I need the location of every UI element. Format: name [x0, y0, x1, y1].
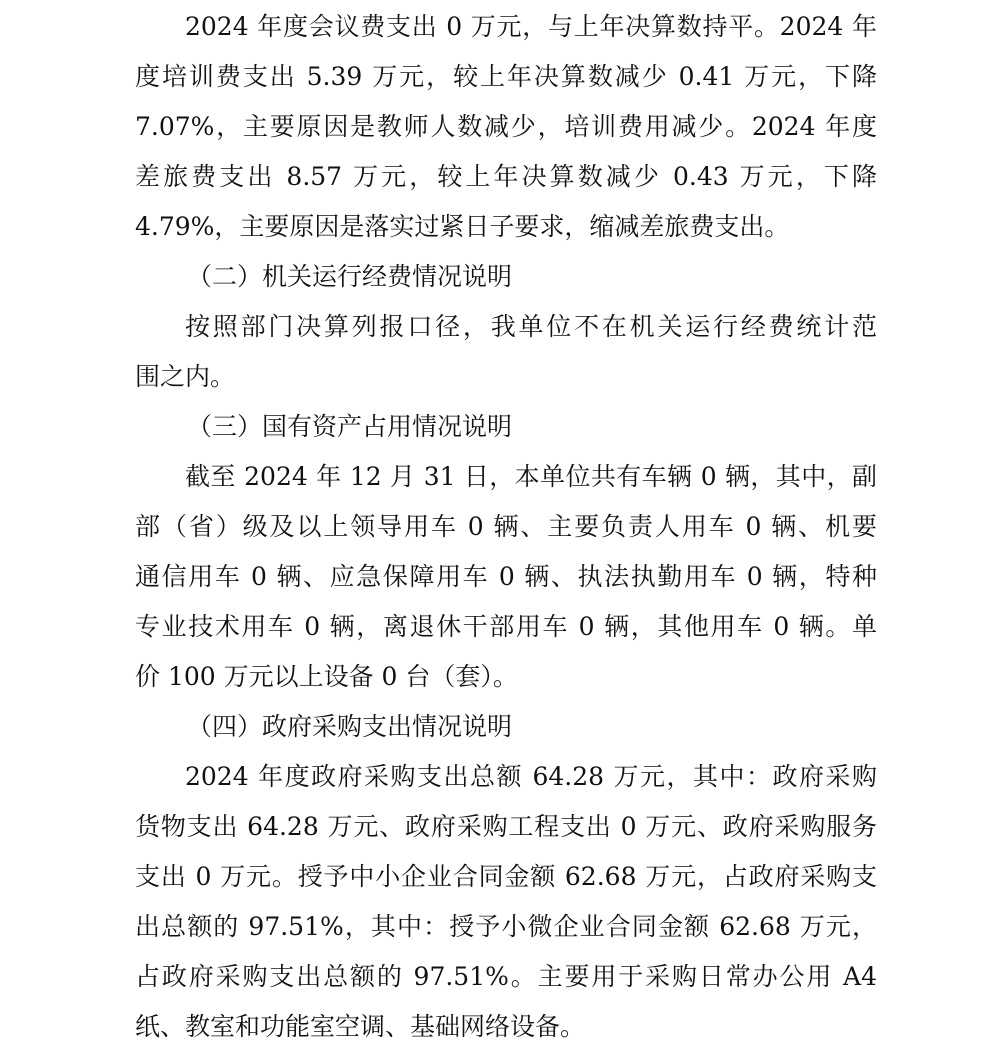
paragraph-line: 围之内。 — [135, 362, 236, 391]
paragraph-line: 出总额的 97.51%，其中：授予小微企业合同金额 62.68 万元， — [135, 912, 877, 941]
paragraph-line: 专业技术用车 0 辆，离退休干部用车 0 辆，其他用车 0 辆。单 — [135, 612, 877, 641]
paragraph-line: 4.79%，主要原因是落实过紧日子要求，缩减差旅费支出。 — [135, 212, 790, 241]
paragraph-line: 度培训费支出 5.39 万元，较上年决算数减少 0.41 万元，下降 — [135, 62, 877, 91]
paragraph-line: 纸、教室和功能室空调、基础网络设备。 — [135, 1012, 586, 1041]
paragraph-line: 差旅费支出 8.57 万元，较上年决算数减少 0.43 万元，下降 — [135, 162, 877, 191]
paragraph-line: 通信用车 0 辆、应急保障用车 0 辆、执法执勤用车 0 辆，特种 — [135, 562, 877, 591]
paragraph-line: 支出 0 万元。授予中小企业合同金额 62.68 万元，占政府采购支 — [135, 862, 877, 891]
paragraph-line: 2024 年度会议费支出 0 万元，与上年决算数持平。2024 年 — [185, 12, 877, 41]
paragraph-line: 2024 年度政府采购支出总额 64.28 万元，其中：政府采购 — [185, 762, 877, 791]
section-heading-government-procurement: （四）政府采购支出情况说明 — [187, 712, 513, 741]
paragraph-line: 截至 2024 年 12 月 31 日，本单位共有车辆 0 辆，其中，副 — [185, 462, 877, 491]
paragraph-line: 价 100 万元以上设备 0 台（套）。 — [135, 662, 518, 691]
paragraph-line: 部（省）级及以上领导用车 0 辆、主要负责人用车 0 辆、机要 — [135, 512, 877, 541]
paragraph-line: 7.07%，主要原因是教师人数减少，培训费用减少。2024 年度 — [135, 112, 877, 141]
section-heading-state-assets: （三）国有资产占用情况说明 — [187, 412, 513, 441]
paragraph-line: 按照部门决算列报口径，我单位不在机关运行经费统计范 — [185, 312, 877, 341]
paragraph-line: 占政府采购支出总额的 97.51%。主要用于采购日常办公用 A4 — [135, 962, 877, 991]
paragraph-line: 货物支出 64.28 万元、政府采购工程支出 0 万元、政府采购服务 — [135, 812, 877, 841]
section-heading-operating-costs: （二）机关运行经费情况说明 — [187, 262, 513, 291]
